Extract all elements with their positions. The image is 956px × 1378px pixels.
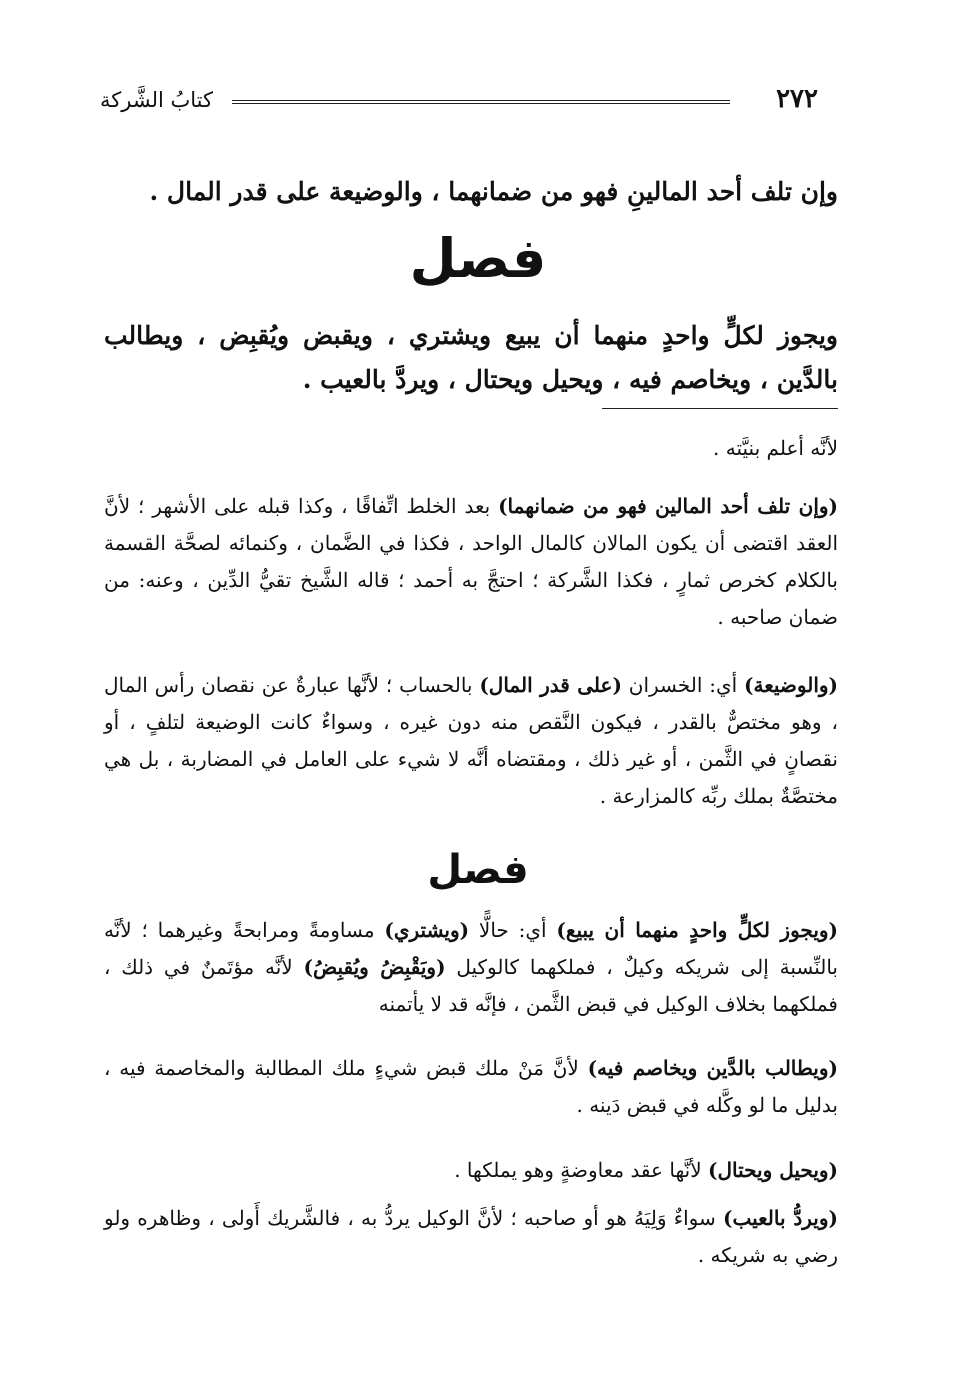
commentary-text: أي: حالًّا — [469, 918, 557, 942]
commentary-text: لأنَّه مؤتَمنٌ في ذلك ، فملكهما بخلاف الوكيل في قبض الثَّمن ، فإنَّه قد لا يأتمنه — [104, 955, 838, 1016]
commentary-text: بعد الخلط اتِّفاقًا ، وكذا قبله على الأشهر ؛ لأنَّ العقد اقتضى أن يكون المالان كالمال الواحد ، فكذا في الضَّمان ، وكنمائه لصحَّة القسمة بالكلام كخرص ثمارٍ ، فكذا الشَّركة ؛ احتجَّ به أحمد ؛ قاله الشَّيخ تقيُّ الدِّين ، وعنه: من ضمان صاحبه . — [104, 494, 838, 629]
quoted-matn: (ويطالب بالدَّين ويخاصم فيه) — [587, 1056, 838, 1080]
quoted-matn: (على قدر المال) — [479, 673, 622, 697]
quoted-matn: (ويردُّ بالعيب) — [723, 1206, 838, 1230]
commentary-paragraph-5 — [104, 1050, 838, 1124]
commentary-text: أي: الخسران — [621, 673, 745, 697]
commentary-paragraph-6 — [104, 1152, 838, 1189]
commentary-text: بالحساب ؛ لأنَّها عبارةٌ عن نقصان رأس المال ، وهو مختصٌّ بالقدر ، فيكون النَّقص منه دون غيره ، وسواءٌ كانت الوضيعة لتلفٍ ، أو نقصانٍ في الثَّمن ، أو غير ذلك ، ومقتضاه أنَّه لا شيء على العامل في المضاربة ، بل هي مختصَّةٌ بملك ربِّه كالمزارعة . — [104, 673, 838, 808]
commentary-text: مساومةً ومرابحةً وغيرهما ؛ لأنَّه بالنِّسبة إلى شريكه وكيلٌ ، فملكهما كالوكيل — [104, 918, 838, 979]
running-header — [100, 84, 836, 124]
quoted-matn: (ويجوز لكلٍّ واحدٍ منهما أن يبيع) — [556, 918, 839, 942]
section-heading-main: فصل — [409, 227, 547, 290]
quoted-matn: (ويَقْبِضُ ويُقبِضُ) — [303, 955, 446, 979]
footnote-separator — [602, 408, 838, 409]
matn-paragraph-2: ويجوز لكلٍّ واحدٍ منهما أن يبيع ويشتري ، ويقبض ويُقبِض ، ويطالب بالدَّين ، ويخاصم فيه ، ويحيل ويحتال ، ويردَّ بالعيب . — [104, 321, 838, 394]
commentary-text: لأنَّ مَنْ ملك قبض شيءٍ ملك المطالبة والمخاصمة فيه ، بدليل ما لو وكَّله في قبض دَينه . — [104, 1056, 838, 1117]
quoted-matn: (ويشتري) — [384, 918, 470, 942]
quoted-matn: (والوضيعة) — [744, 673, 839, 697]
commentary-paragraph-3 — [104, 667, 838, 815]
commentary-text: لأنَّها عقد معاوضةٍ وهو يملكها . — [454, 1158, 708, 1182]
quoted-matn: (وإن تلف أحد المالين فهو من ضمانهما) — [498, 494, 838, 518]
header-rule — [232, 100, 730, 104]
matn-paragraph-1: وإن تلف أحد المالينِ فهو من ضمانهما ، والوضيعة على قدر المال . — [149, 177, 838, 206]
commentary-paragraph-7 — [104, 1200, 838, 1274]
commentary-paragraph-1: لأنَّه أعلم بنيَّته . — [713, 436, 838, 460]
commentary-text: سواءٌ وَلِيَهُ هو أو صاحبه ؛ لأنَّ الوكيل يردُّ به ، فالشَّريك أَولى ، وظاهره ولو رضي به شريكه . — [104, 1206, 838, 1267]
book-title: كتابُ الشَّركة — [100, 88, 213, 112]
page-number: ٢٧٢ — [776, 84, 818, 114]
commentary-paragraph-2 — [104, 488, 838, 636]
quoted-matn: (ويحيل ويحتال) — [708, 1158, 838, 1182]
section-heading-commentary: فصل — [427, 847, 529, 893]
commentary-paragraph-4 — [104, 912, 838, 1023]
